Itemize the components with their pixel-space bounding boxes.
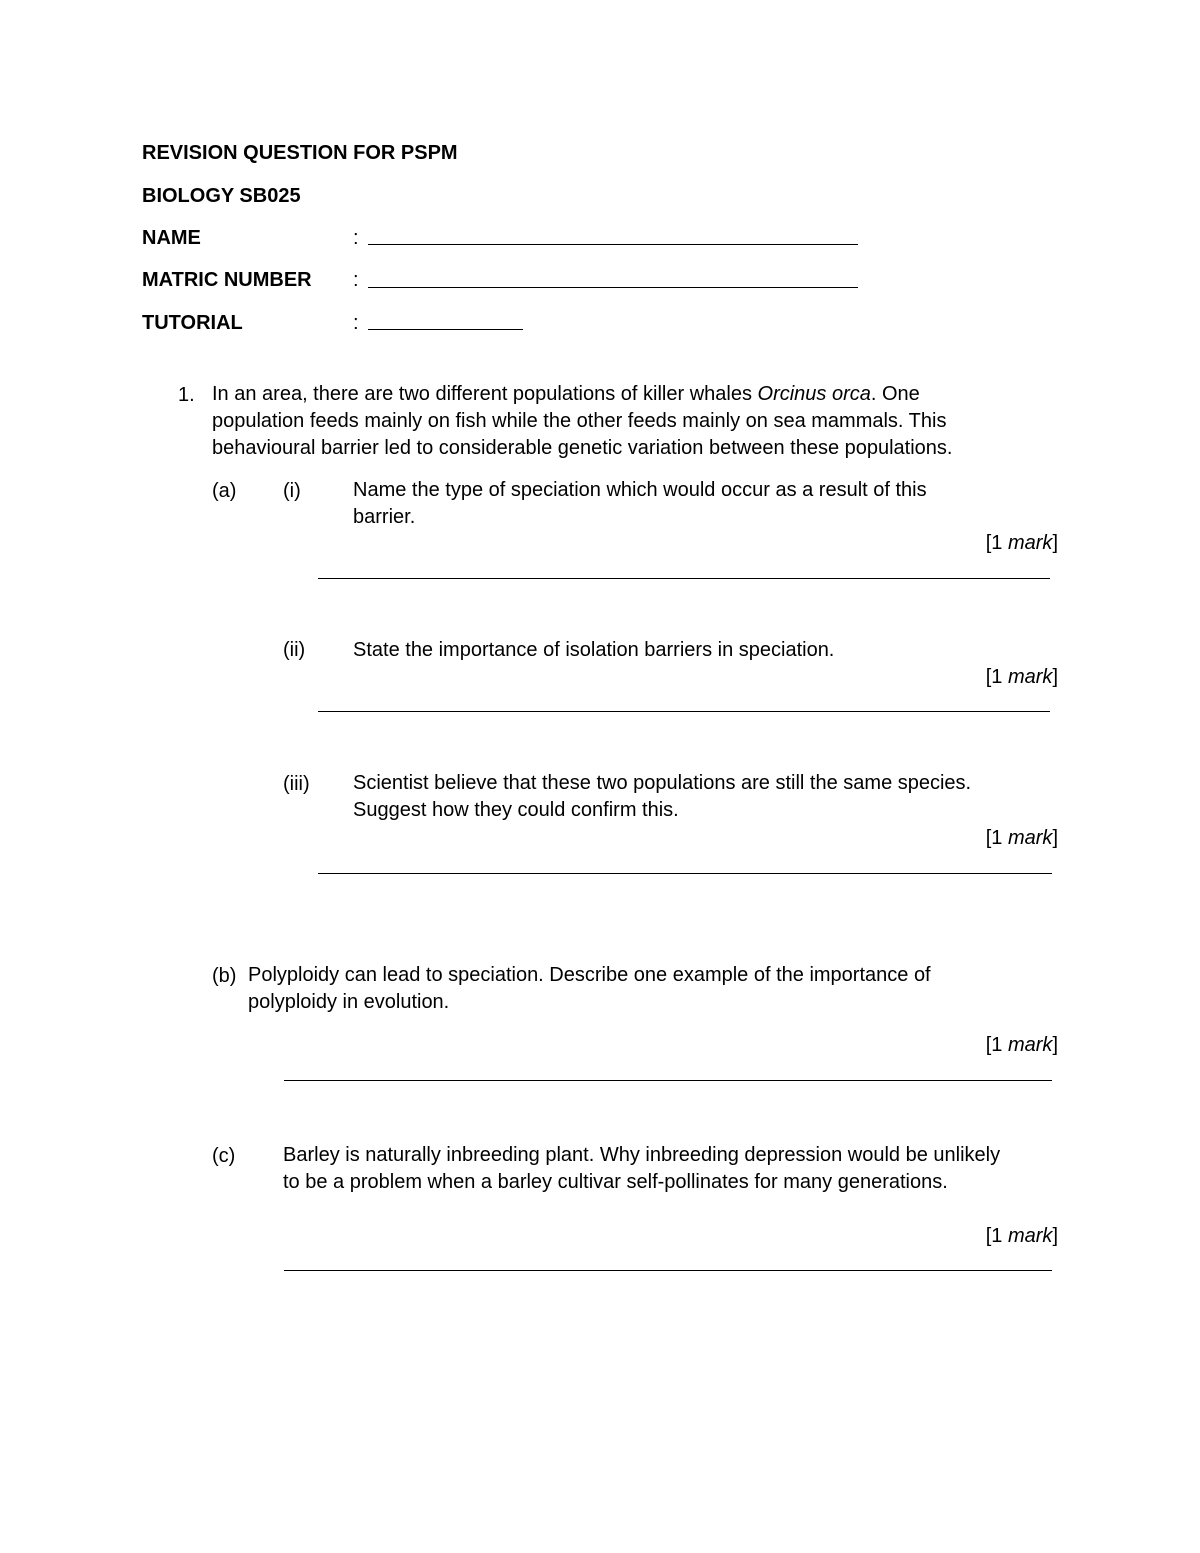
question-1-number: 1. [178, 384, 195, 406]
marks-word: mark [1007, 532, 1053, 554]
part-c-marks [986, 1224, 1058, 1248]
marks-open: [1 [985, 532, 1008, 554]
part-a-i-line-2: barrier. [353, 506, 416, 528]
marks-word: mark [1007, 1225, 1053, 1247]
tutorial-colon: : [353, 312, 359, 334]
part-a-label: (a) [212, 480, 237, 502]
part-a-ii-answer-line[interactable] [318, 711, 1050, 712]
marks-open: [1 [985, 827, 1008, 849]
part-b-marks [986, 1033, 1058, 1057]
marks-open: [1 [985, 1225, 1008, 1247]
part-a-ii-label: (ii) [283, 639, 306, 661]
name-label: NAME [142, 227, 201, 249]
stem-text: In an area, there are two different populations of killer whales [212, 383, 758, 405]
part-b-line-1: Polyploidy can lead to speciation. Describe one example of the importance of [248, 964, 931, 986]
marks-word: mark [1007, 827, 1053, 849]
part-c-line-2: to be a problem when a barley cultivar self-pollinates for many generations. [283, 1171, 948, 1193]
part-a-i-marks [986, 531, 1058, 555]
name-answer-line[interactable] [368, 244, 858, 245]
part-a-i-line-1: Name the type of speciation which would occur as a result of this [353, 479, 927, 501]
marks-close: ] [1052, 827, 1058, 849]
part-a-i-answer-line[interactable] [318, 578, 1050, 579]
question-1-stem [212, 381, 1072, 462]
part-a-iii-marks [986, 826, 1058, 850]
part-a-iii-label: (iii) [283, 773, 310, 795]
part-b-label: (b) [212, 965, 237, 987]
part-c-question [283, 1142, 1073, 1196]
species-name: Orcinus orca [757, 383, 871, 405]
question-1-stem-line-2: population feeds mainly on fish while the other feeds mainly on sea mammals. This [212, 410, 947, 432]
marks-word: mark [1007, 1034, 1053, 1056]
part-a-iii-line-2: Suggest how they could confirm this. [353, 799, 679, 821]
subject-code: BIOLOGY SB025 [142, 185, 301, 207]
part-c-line-1: Barley is naturally inbreeding plant. Why inbreeding depression would be unlikely [283, 1144, 1001, 1166]
matric-number-colon: : [353, 269, 359, 291]
matric-number-answer-line[interactable] [368, 287, 858, 288]
part-a-iii-question [353, 770, 1053, 824]
document-title: REVISION QUESTION FOR PSPM [142, 142, 458, 164]
matric-number-label: MATRIC NUMBER [142, 269, 312, 291]
question-1-stem-line-1 [212, 381, 1072, 408]
marks-word: mark [1007, 666, 1053, 688]
part-a-iii-line-1: Scientist believe that these two populations are still the same species. [353, 772, 972, 794]
part-c-label: (c) [212, 1145, 236, 1167]
part-a-ii-question: State the importance of isolation barriers in speciation. [353, 639, 835, 661]
part-a-iii-answer-line[interactable] [318, 873, 1052, 874]
marks-open: [1 [985, 666, 1008, 688]
part-b-question [248, 962, 1048, 1016]
question-1-stem-line-3: behavioural barrier led to considerable genetic variation between these populations. [212, 437, 953, 459]
part-b-line-2: polyploidy in evolution. [248, 991, 450, 1013]
stem-text: . One [870, 383, 920, 405]
tutorial-answer-line[interactable] [368, 329, 523, 330]
marks-close: ] [1052, 1225, 1058, 1247]
part-b-answer-line[interactable] [284, 1080, 1052, 1081]
marks-close: ] [1052, 666, 1058, 688]
part-a-ii-marks [986, 665, 1058, 689]
marks-close: ] [1052, 532, 1058, 554]
part-c-answer-line[interactable] [284, 1270, 1052, 1271]
tutorial-label: TUTORIAL [142, 312, 243, 334]
part-a-i-label: (i) [283, 480, 301, 502]
name-colon: : [353, 227, 359, 249]
marks-open: [1 [985, 1034, 1008, 1056]
marks-close: ] [1052, 1034, 1058, 1056]
part-a-i-question [353, 477, 1053, 531]
